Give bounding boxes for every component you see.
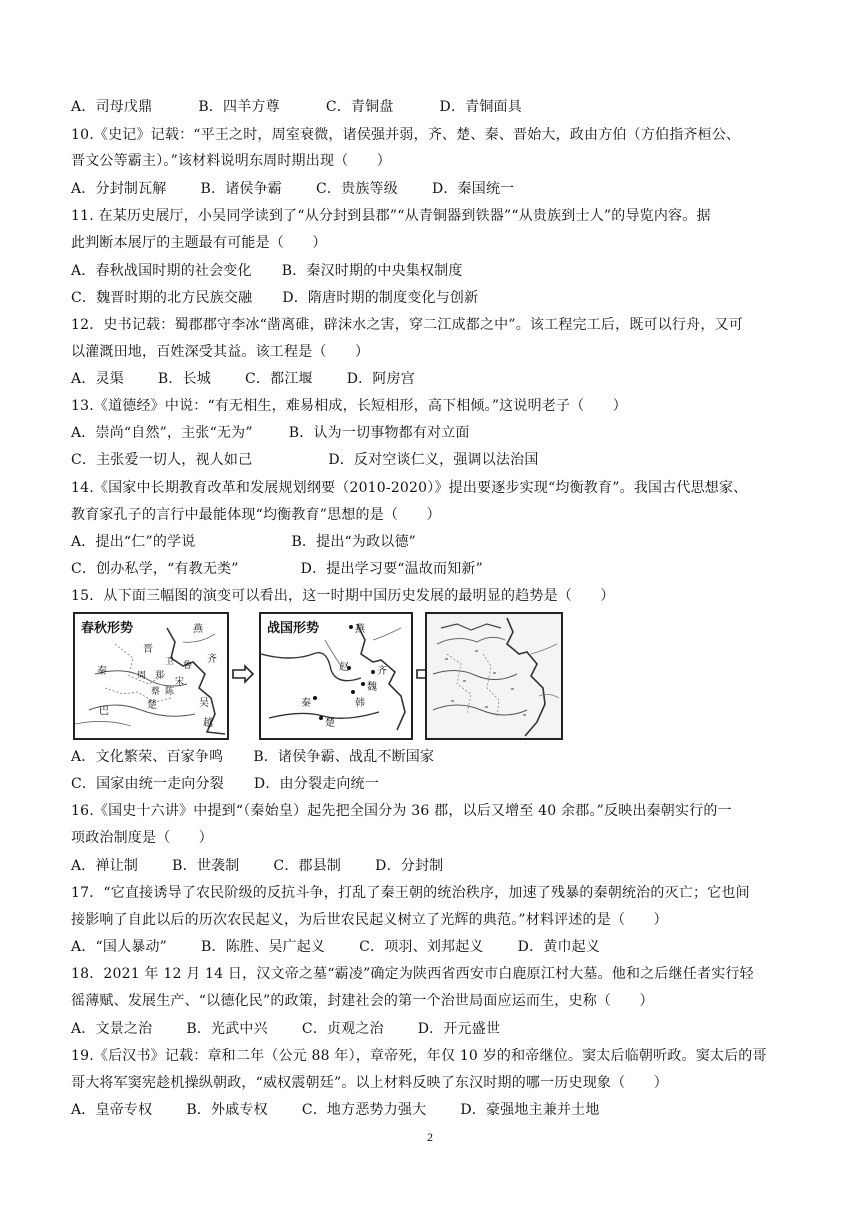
- question-line: 15．从下面三幅图的演变可以看出，这一时期中国历史发展的最明显的趋势是（ ）: [71, 588, 615, 604]
- question-line: 教育家孔子的言行中最能体现“均衡教育”思想的是（ ）: [71, 507, 441, 523]
- unified-map-drawing: [427, 614, 561, 738]
- map-figure-row: [73, 612, 563, 738]
- option-line: [71, 451, 539, 469]
- warring-states-map: [259, 612, 413, 740]
- answer-option: D．阿房宫: [346, 371, 415, 387]
- answer-option: B．诸侯争霸: [200, 181, 283, 197]
- answer-option: D．由分裂走向统一: [253, 776, 379, 792]
- answer-option: C．都江堰: [245, 371, 313, 387]
- option-line: [71, 1020, 500, 1038]
- answer-option: D．隋唐时期的制度变化与创新: [282, 290, 479, 306]
- spring-autumn-map: [73, 612, 229, 740]
- page-number: 2: [427, 1130, 433, 1144]
- map-state-label: 燕: [355, 624, 365, 635]
- question-line: 13.《道德经》中说：“有无相生，难易相成，长短相形，高下相倾。”这说明老子（ ）: [71, 398, 627, 414]
- question-line: 此判断本展厅的主题最有可能是（ ）: [71, 235, 327, 251]
- answer-option: B．光武中兴: [186, 1021, 268, 1037]
- answer-option: C．贞观之治: [301, 1021, 384, 1037]
- map-state-label: 宋: [175, 677, 185, 687]
- map-state-label: 蔡: [151, 687, 161, 697]
- option-line: [71, 370, 415, 388]
- map-state-label: 吴: [199, 698, 209, 709]
- answer-option: B．外戚专权: [186, 1102, 268, 1118]
- answer-option: B．世袭制: [172, 858, 240, 874]
- answer-option: D．开元盛世: [417, 1021, 501, 1037]
- option-line: [71, 748, 434, 766]
- answer-option: A．灵渠: [71, 371, 124, 387]
- map-state-label: 秦: [301, 698, 311, 709]
- map-state-label: 楚: [325, 718, 335, 729]
- answer-option: A．“国人暴动”: [71, 939, 168, 955]
- question-line: 19.《后汉书》记载：章和二年（公元 88 年），章帝死，年仅 10 岁的和帝继位。窦太后临朝听政。窦太后的哥: [71, 1048, 767, 1064]
- answer-option: B．陈胜、吴广起义: [201, 939, 326, 955]
- map-state-label: 韩: [355, 698, 365, 709]
- answer-option: A．提出“仁”的学说: [71, 534, 196, 550]
- answer-option: A．禅让制: [71, 858, 139, 874]
- answer-option: A．文化繁荣、百家争鸣: [71, 749, 224, 765]
- answer-option: B．四羊方尊: [198, 99, 280, 115]
- question-line: 10.《史记》记载：“平王之时，周室衰微，诸侯强并弱，齐、楚、秦、晋始大，政由方伯（方伯指齐桓公、: [71, 127, 741, 143]
- arrow-right-icon: [231, 664, 255, 684]
- question-line: 项政治制度是（ ）: [71, 830, 213, 846]
- option-line: [71, 938, 600, 956]
- map-state-label: 鲁: [183, 661, 193, 671]
- question-line: 18．2021 年 12 月 14 日，汉文帝之墓“霸凌”确定为陕西省西安市白鹿原江村大墓。他和之后继任者实行轻: [71, 966, 754, 982]
- answer-option: C．贵族等级: [316, 181, 398, 197]
- option-line: [71, 1101, 600, 1119]
- map-state-label: 魏: [367, 682, 377, 693]
- answer-option: D．提出学习要“温故而知新”: [300, 561, 483, 577]
- question-line: 以灌溉田地，百姓深受其益。该工程是（ ）: [71, 344, 370, 360]
- option-line: [71, 533, 416, 551]
- map-state-label: 赵: [339, 662, 349, 673]
- map-state-label: 秦: [97, 666, 107, 677]
- option-line: [71, 775, 379, 793]
- question-line: 16.《国史十六讲》中提到“（秦始皇）起先把全国分为 36 郡，以后又增至 40 余郡。”反映出秦朝实行的一: [71, 803, 732, 819]
- answer-option: B．提出“为政以德”: [291, 534, 417, 550]
- option-line: [71, 289, 478, 307]
- map-state-label: 燕: [193, 624, 203, 635]
- map-state-label: 郑: [155, 671, 165, 681]
- map-state-label: 齐: [377, 666, 387, 677]
- map-state-label: 周: [137, 671, 147, 681]
- answer-option: B．长城: [157, 371, 212, 387]
- map-state-label: 越: [203, 718, 213, 729]
- answer-option: D．秦国统一: [431, 181, 515, 197]
- map-state-label: 楚: [147, 700, 157, 711]
- answer-option: B．认为一切事物都有对立面: [288, 425, 470, 441]
- option-line: [71, 262, 463, 280]
- answer-option: C．魏晋时期的北方民族交融: [71, 290, 253, 306]
- answer-option: A．春秋战国时期的社会变化: [71, 263, 252, 279]
- map-state-label: 陈: [165, 687, 175, 697]
- question-line: 17．“它直接诱导了农民阶级的反抗斗争，打乱了秦王朝的统治秩序，加速了残暴的秦朝统治的灭亡；它也间: [71, 885, 750, 901]
- map-state-label: 巴: [99, 706, 109, 717]
- answer-option: C．国家由统一走向分裂: [71, 776, 224, 792]
- answer-option: C．创办私学，“有教无类”: [71, 561, 239, 577]
- answer-option: D．黄巾起义: [517, 939, 601, 955]
- answer-option: D．分封制: [375, 858, 444, 874]
- answer-option: C．郡县制: [273, 858, 342, 874]
- answer-option: B．秦汉时期的中央集权制度: [281, 263, 463, 279]
- question-line: 接影响了自此以后的历次农民起义，为后世农民起义树立了光辉的典范。”材料评述的是（ ）: [71, 912, 668, 928]
- answer-option: C．主张爱一切人，视人如己: [71, 452, 253, 468]
- question-line: 哥大将军窦宪趁机操纵朝政，“威权震朝廷”。以上材料反映了东汉时期的哪一历史现象（ ）: [71, 1075, 668, 1091]
- option-line: [71, 98, 522, 116]
- answer-option: A．崇尚“自然”，主张“无为”: [71, 425, 253, 441]
- answer-option: A．皇帝专权: [71, 1102, 153, 1118]
- option-line: [71, 424, 470, 442]
- option-line: [71, 857, 443, 875]
- map-state-label: 齐: [207, 654, 217, 665]
- unified-map: [425, 612, 563, 740]
- answer-option: D．青铜面具: [439, 99, 522, 115]
- answer-option: C．青铜盘: [325, 99, 394, 115]
- answer-option: D．豪强地主兼并土地: [460, 1102, 600, 1118]
- answer-option: D．反对空谈仁义，强调以法治国: [328, 452, 539, 468]
- option-line: [71, 180, 514, 198]
- question-line: 12．史书记载：蜀郡郡守李冰“凿离碓，辟沫水之害，穿二江成都之中”。该工程完工后，既可以行舟，又可: [71, 317, 743, 333]
- question-line: 徭薄赋、发展生产、“以德化民”的政策，封建社会的第一个治世局面应运而生，史称（ ）: [71, 993, 654, 1009]
- answer-option: A．司母戊鼎: [71, 99, 153, 115]
- answer-option: A．分封制瓦解: [71, 181, 167, 197]
- option-line: [71, 560, 483, 578]
- question-line: 14.《国家中长期教育改革和发展规划纲要（2010-2020）》提出要逐步实现“均衡教育”。我国古代思想家、: [71, 480, 748, 496]
- spring-autumn-map-title: 春秋形势: [79, 617, 135, 636]
- question-line: 晋文公等霸主）。”该材料说明东周时期出现（ ）: [71, 153, 391, 169]
- answer-option: A．文景之治: [71, 1021, 153, 1037]
- answer-option: C．项羽、刘邦起义: [359, 939, 484, 955]
- answer-option: B．诸侯争霸、战乱不断国家: [253, 749, 435, 765]
- warring-states-map-title: 战国形势: [265, 617, 321, 636]
- answer-option: C．地方恶势力强大: [301, 1102, 427, 1118]
- map-state-label: 晋: [143, 644, 153, 655]
- map-state-label: 卫: [165, 657, 175, 667]
- question-line: 11. 在某历史展厅，小吴同学读到了“从分封到县郡”“从青铜器到铁器”“从贵族到士人”的导览内容。据: [71, 208, 711, 224]
